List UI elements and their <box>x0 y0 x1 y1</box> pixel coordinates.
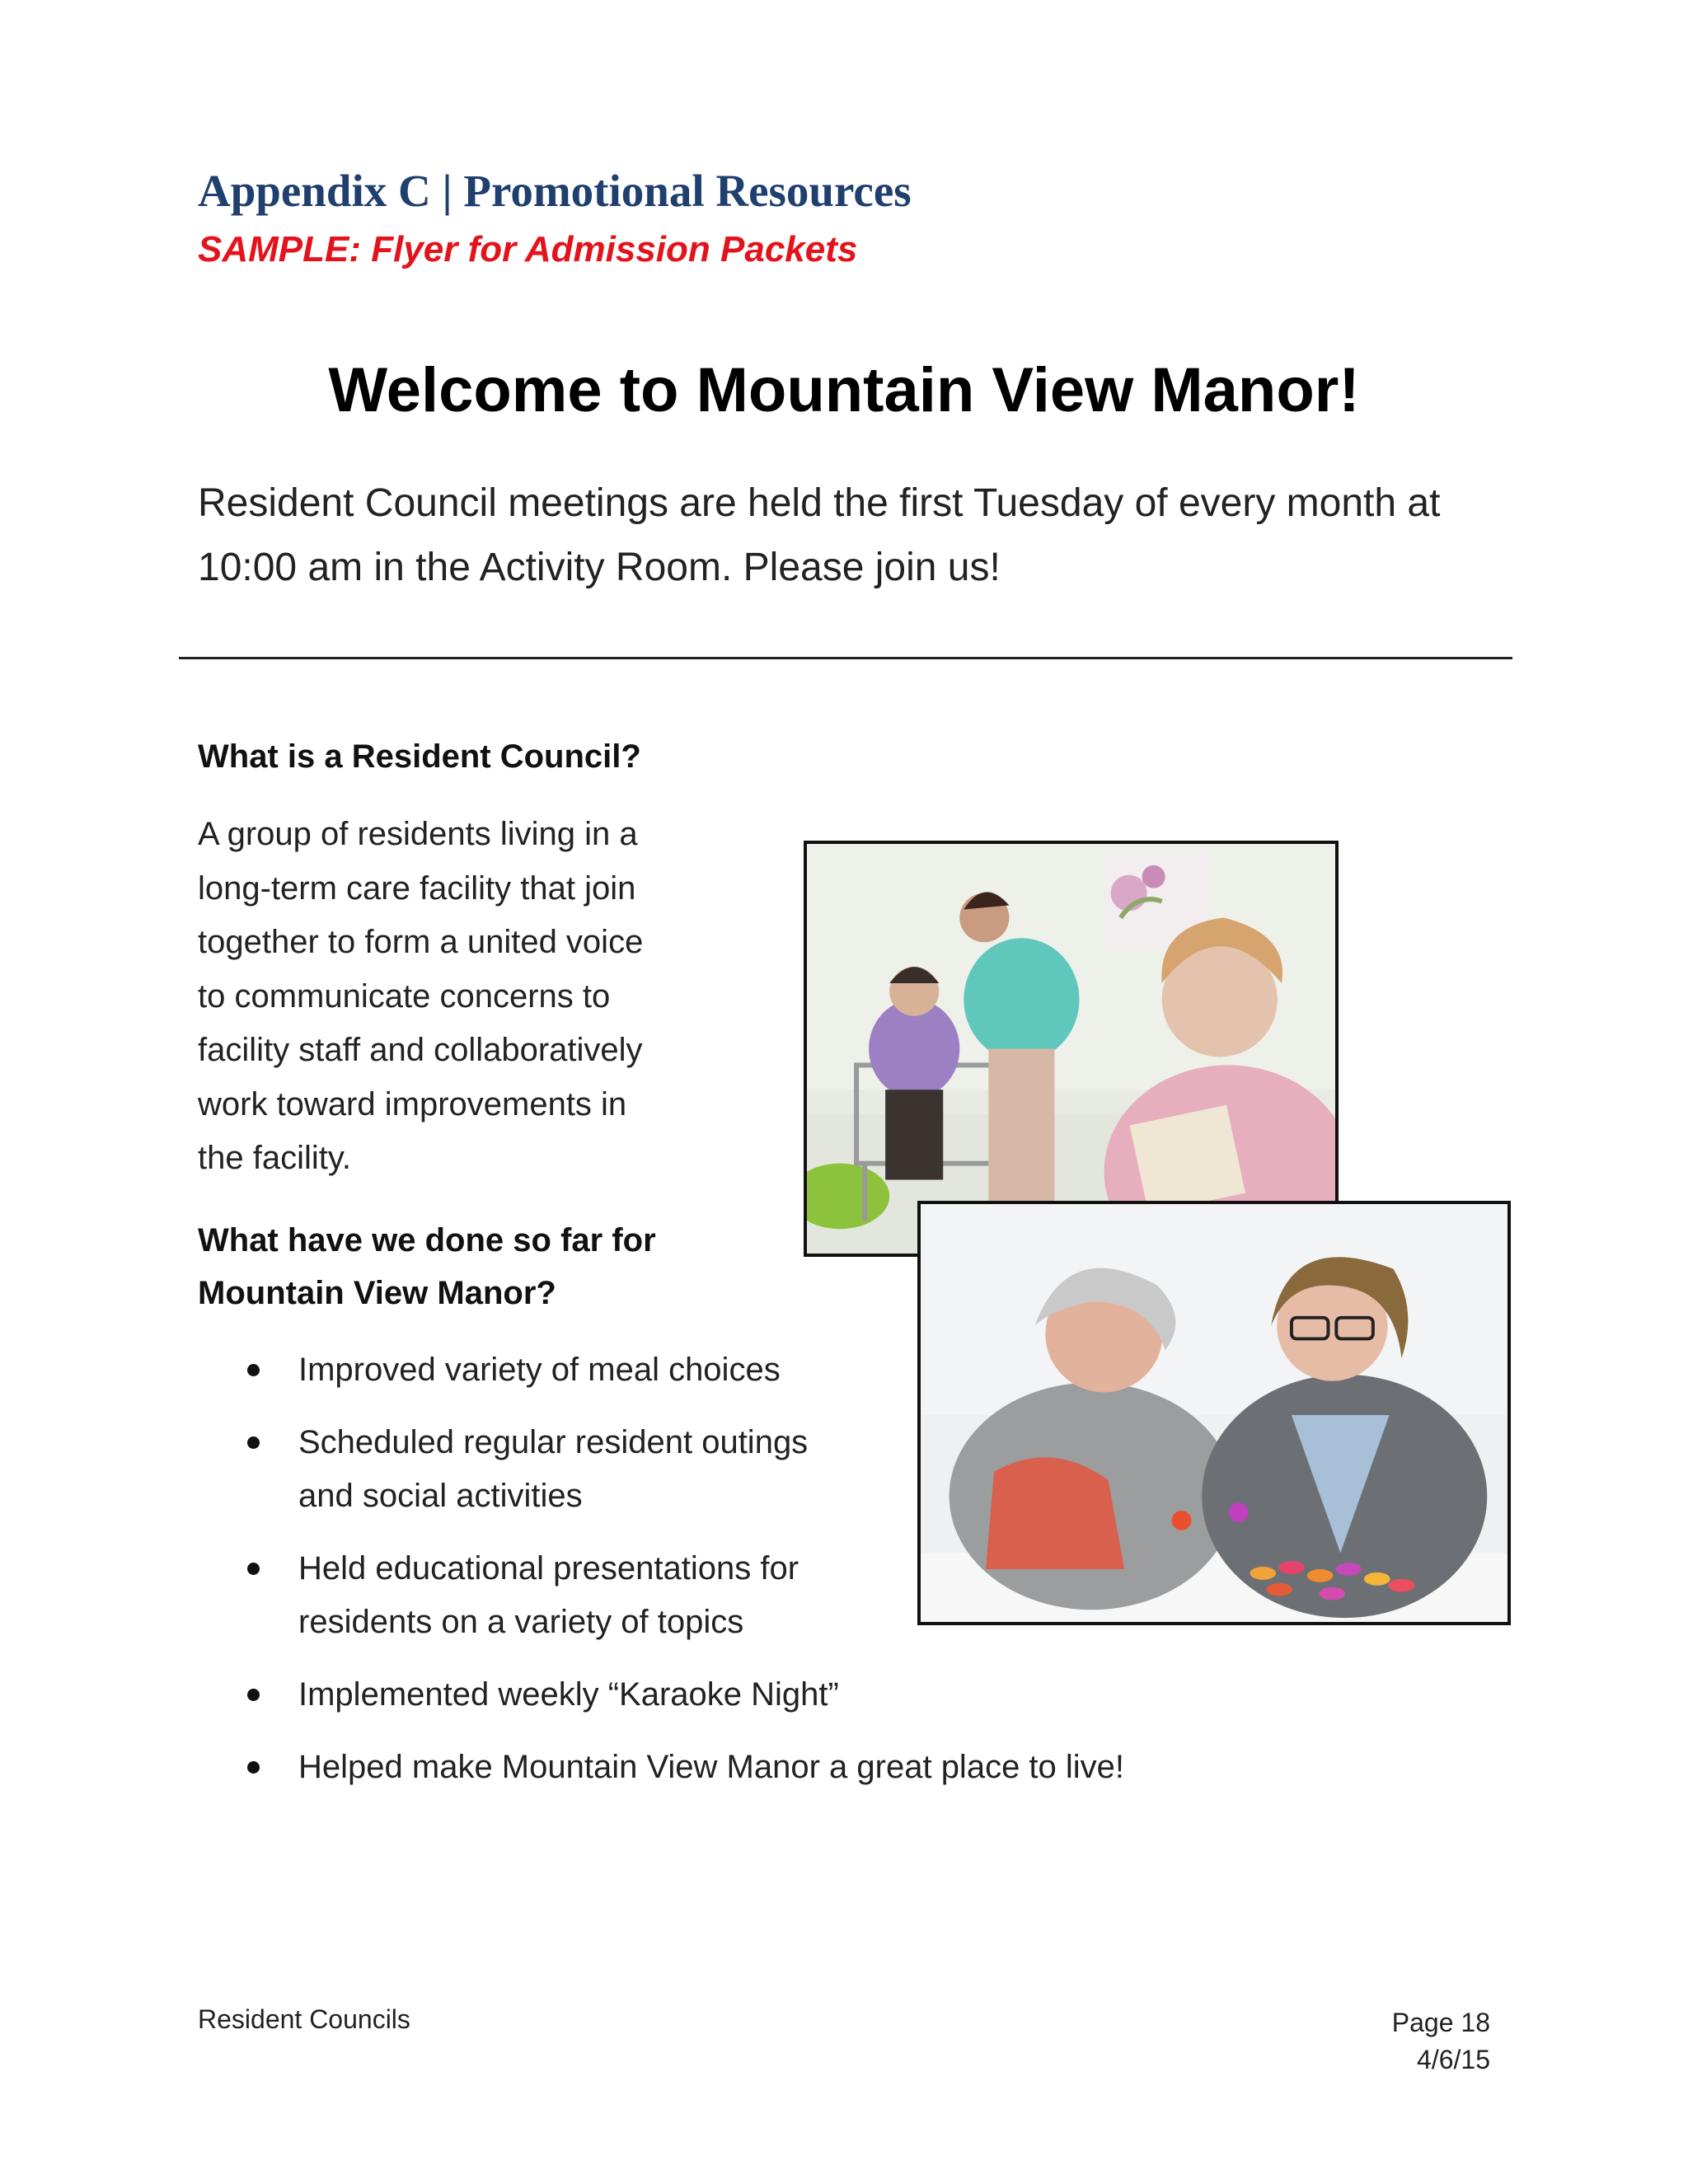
list-item-text: residents on a variety of topics <box>298 1604 744 1640</box>
puzzle-illustration <box>921 1204 1507 1622</box>
list-item-text: Scheduled regular resident outings <box>298 1424 809 1460</box>
sample-label: SAMPLE: Flyer for Admission Packets <box>198 229 858 269</box>
list-item-text: Helped make Mountain View Manor a great place to live! <box>298 1749 1125 1785</box>
intro-paragraph <box>198 471 1517 600</box>
definition-line: A group of residents living in a <box>198 816 638 852</box>
list-item <box>247 1668 1319 1722</box>
definition-line: together to form a united voice <box>198 924 644 960</box>
footer-document-title: Resident Councils <box>198 2004 410 2034</box>
footer-page-info <box>1392 2004 1490 2079</box>
appendix-title: Appendix C | Promotional Resources <box>198 166 912 216</box>
intro-line-1: Resident Council meetings are held the first Tuesday of every month at <box>198 481 1441 525</box>
welcome-heading: Welcome to Mountain View Manor! <box>328 355 1360 425</box>
definition-line: long-term care facility that join <box>198 869 636 907</box>
intro-line-2: 10:00 am in the Activity Room. Please join us! <box>198 546 1001 589</box>
question-what-have-we-done <box>198 1214 725 1319</box>
puzzle-photo <box>917 1201 1511 1625</box>
footer-date: 4/6/15 <box>1417 2045 1490 2074</box>
question-line: Mountain View Manor? <box>198 1275 556 1311</box>
list-item-text: and social activities <box>298 1478 583 1514</box>
definition-line: work toward improvements in <box>198 1085 627 1122</box>
list-item-text: Held educational presentations for <box>298 1550 799 1586</box>
definition-line: to communicate concerns to <box>198 977 611 1015</box>
list-item-text: Implemented weekly “Karaoke Night” <box>298 1676 839 1713</box>
list-item <box>247 1741 1319 1794</box>
caregiver-illustration <box>807 844 1335 1254</box>
horizontal-divider <box>179 657 1512 659</box>
question-what-is-council: What is a Resident Council? <box>198 738 641 775</box>
caregiver-photo <box>804 841 1339 1257</box>
question-line: What have we done so far for <box>198 1222 656 1258</box>
definition-line: the facility. <box>198 1140 351 1176</box>
definition-line: facility staff and collaboratively <box>198 1032 643 1068</box>
list-item-text: Improved variety of meal choices <box>298 1352 781 1388</box>
page-number: Page 18 <box>1391 2008 1490 2037</box>
council-definition <box>198 808 725 1186</box>
